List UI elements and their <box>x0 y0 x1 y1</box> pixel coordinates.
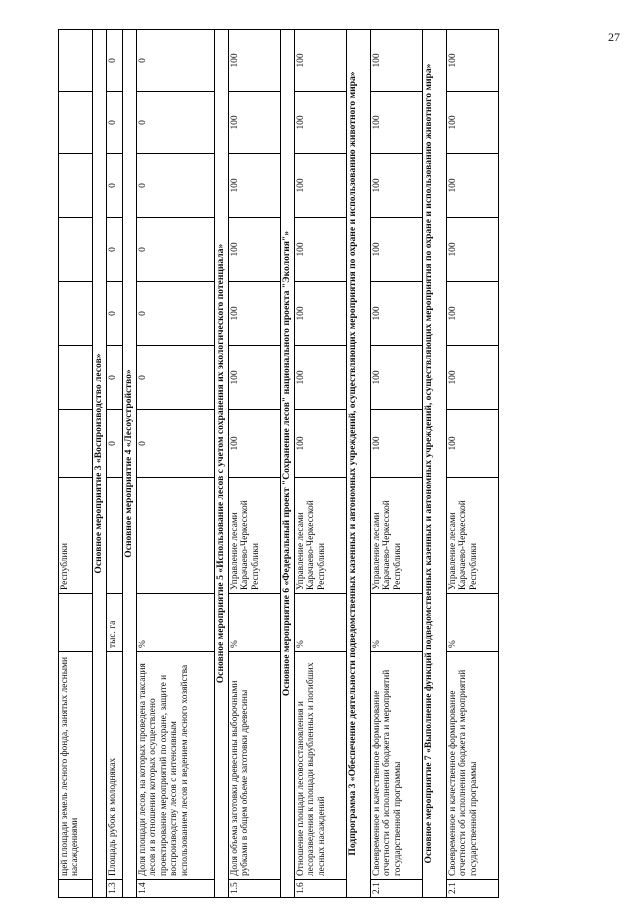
value-cell: 100 <box>447 282 499 346</box>
table-row <box>371 30 423 898</box>
value-cell: 100 <box>371 218 423 282</box>
section-row <box>281 30 295 898</box>
executor-cell: Управление лесами Карачаево-Черкесской Республики <box>371 478 423 594</box>
value-cell: 0 <box>137 410 215 478</box>
table-row <box>137 30 215 898</box>
indicator-name: Площадь рубок в молодняках <box>107 652 123 880</box>
unit-cell: % <box>229 594 281 652</box>
value-cell: 100 <box>447 410 499 478</box>
value-cell: 100 <box>229 92 281 154</box>
row-number <box>59 880 93 898</box>
unit-cell: % <box>137 594 215 652</box>
value-cell: 100 <box>295 30 347 92</box>
value-cell <box>59 346 93 410</box>
value-cell: 100 <box>371 410 423 478</box>
value-cell: 100 <box>229 30 281 92</box>
value-cell: 100 <box>371 346 423 410</box>
value-cell: 0 <box>137 30 215 92</box>
page-number: 27 <box>608 30 620 44</box>
value-cell: 100 <box>371 282 423 346</box>
value-cell: 100 <box>295 154 347 218</box>
section-row <box>93 30 107 898</box>
executor-cell <box>107 478 123 594</box>
unit-cell: % <box>447 594 499 652</box>
row-number: 2.1 <box>447 880 499 898</box>
executor-cell <box>137 478 215 594</box>
unit-cell: % <box>371 594 423 652</box>
indicator-name: Доля объема заготовки древесины выборочными рубками в общем объеме заготовки древесины <box>229 652 281 880</box>
unit-cell: тыс. га <box>107 594 123 652</box>
indicator-name: Доля площади лесов, на которых проведена таксация лесов и в отношении которых осуществлено проектирование мероприятий по охране, защите и воспроизводству лесов с интенсивным использованием лесов и ведением лесного хозяйства <box>137 652 215 880</box>
table-row <box>107 30 123 898</box>
value-cell <box>59 30 93 92</box>
value-cell: 100 <box>371 30 423 92</box>
value-cell: 100 <box>371 92 423 154</box>
value-cell: 100 <box>229 282 281 346</box>
section-title: Основное мероприятие 4 «Лесоустройство» <box>123 30 137 898</box>
table-row <box>229 30 281 898</box>
indicator-name: щей площади земель лесного фонда, занятых лесными насаждениями <box>59 652 93 880</box>
value-cell <box>59 410 93 478</box>
value-cell: 0 <box>107 154 123 218</box>
value-cell: 100 <box>295 92 347 154</box>
value-cell: 0 <box>107 346 123 410</box>
value-cell: 0 <box>137 218 215 282</box>
section-title: Основное мероприятие 5 «Использование лесов с учетом сохранения их экологического потенциала» <box>215 30 229 898</box>
section-title: Основное мероприятие 3 «Воспроизводство лесов» <box>93 30 107 898</box>
executor-cell: Управление лесами Карачаево-Черкесской Республики <box>295 478 347 594</box>
value-cell: 0 <box>107 30 123 92</box>
section-row <box>423 30 447 898</box>
row-number: 1.5 <box>229 880 281 898</box>
value-cell: 100 <box>447 92 499 154</box>
executor-cell: Управление лесами Карачаево-Черкесской Республики <box>447 478 499 594</box>
indicator-name: Отношение площади лесовосстановления и лесоразведения к площади вырубленных и погибших лесных насаждений <box>295 652 347 880</box>
value-cell <box>59 282 93 346</box>
value-cell: 0 <box>107 92 123 154</box>
table-body <box>59 30 499 898</box>
section-row <box>215 30 229 898</box>
row-number: 1.3 <box>107 880 123 898</box>
unit-cell <box>59 594 93 652</box>
value-cell <box>59 218 93 282</box>
section-title: Подпрограмма 3 «Обеспечение деятельности подведомственных казенных и автономных учреждений, осуществляющих мероприятия по охране и использованию животного мира» <box>347 30 371 898</box>
value-cell: 0 <box>107 282 123 346</box>
section-row <box>347 30 371 898</box>
value-cell: 0 <box>137 282 215 346</box>
table-row <box>447 30 499 898</box>
value-cell: 0 <box>137 92 215 154</box>
row-number: 2.1 <box>371 880 423 898</box>
table-row <box>295 30 347 898</box>
value-cell: 100 <box>447 154 499 218</box>
section-row <box>123 30 137 898</box>
value-cell: 100 <box>447 346 499 410</box>
value-cell: 100 <box>447 218 499 282</box>
value-cell: 100 <box>295 346 347 410</box>
indicator-name: Своевременное и качественное формирование отчетности об исполнении бюджета и мероприятий государственной программы <box>447 652 499 880</box>
value-cell <box>59 154 93 218</box>
table-frame <box>58 30 613 898</box>
value-cell: 100 <box>371 154 423 218</box>
value-cell: 0 <box>107 218 123 282</box>
unit-cell: % <box>295 594 347 652</box>
row-number: 1.6 <box>295 880 347 898</box>
value-cell: 100 <box>447 30 499 92</box>
rotated-table-wrapper <box>58 30 613 898</box>
section-title: Основное мероприятие 7 «Выполнение функций подведомственных казенных и автономных учреждений, осуществляющих мероприятия по охране и использованию животного мира» <box>423 30 447 898</box>
value-cell: 100 <box>295 218 347 282</box>
value-cell: 0 <box>137 154 215 218</box>
value-cell: 0 <box>137 346 215 410</box>
value-cell: 100 <box>229 346 281 410</box>
section-title: Основное мероприятие 6 «Федеральный проект "Сохранение лесов" национального проекта "Экология"» <box>281 30 295 898</box>
value-cell <box>59 92 93 154</box>
value-cell: 0 <box>107 410 123 478</box>
indicator-name: Своевременное и качественное формирование отчетности об исполнении бюджета и мероприятий государственной программы <box>371 652 423 880</box>
value-cell: 100 <box>295 410 347 478</box>
table-row <box>59 30 93 898</box>
value-cell: 100 <box>229 154 281 218</box>
executor-cell: Республики <box>59 478 93 594</box>
value-cell: 100 <box>229 410 281 478</box>
value-cell: 100 <box>295 282 347 346</box>
indicators-table <box>58 29 499 898</box>
value-cell: 100 <box>229 218 281 282</box>
row-number: 1.4 <box>137 880 215 898</box>
executor-cell: Управление лесами Карачаево-Черкесской Республики <box>229 478 281 594</box>
